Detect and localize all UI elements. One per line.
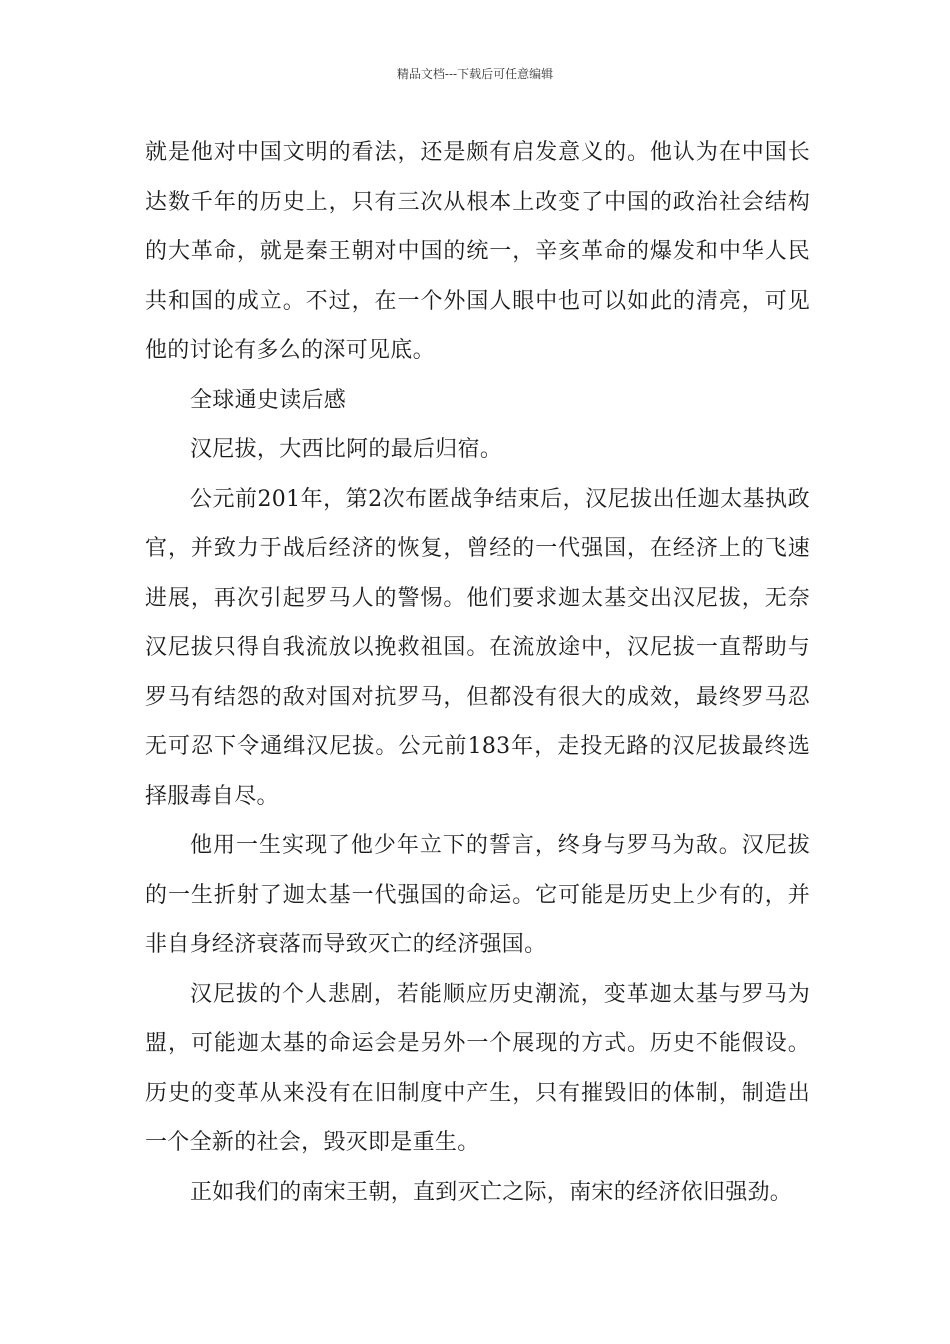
paragraph-hannibal-exile: 公元前201年，第2次布匿战争结束后，汉尼拔出任迦太基执政官，并致力于战后经济的恢复，曾经的一代强国，在经济上的飞速进展，再次引起罗马人的警惕。他们要求迦太基交出汉尼拔，无奈汉尼拔只得自我流放以挽救祖国。在流放途中，汉尼拔一直帮助与罗马有结怨的敌对国对抗罗马，但都没有很大的成效，最终罗马忍无可忍下令通缉汉尼拔。公元前183年，走投无路的汉尼拔最终选择服毒自尽。 xyxy=(145,486,810,809)
paragraph-hannibal-tragedy: 汉尼拔的个人悲剧，若能顺应历史潮流，变革迦太基与罗马为盟，可能迦太基的命运会是另外一个展现的方式。历史不能假设。历史的变革从来没有在旧制度中产生，只有摧毁旧的体制，制造出一个全新的社会，毁灭即是重生。 xyxy=(145,981,810,1155)
paragraph-hannibal-oath: 他用一生实现了他少年立下的誓言，终身与罗马为敌。汉尼拔的一生折射了迦太基一代强国的命运。它可能是历史上少有的，并非自身经济衰落而导致灭亡的经济强国。 xyxy=(145,833,810,957)
paragraph-southern-song: 正如我们的南宋王朝，直到灭亡之际，南宋的经济依旧强劲。 xyxy=(190,1179,793,1205)
section-title: 全球通史读后感 xyxy=(190,387,347,413)
document-body xyxy=(145,128,810,1217)
paragraph-continuation: 就是他对中国文明的看法，还是颇有启发意义的。他认为在中国长达数千年的历史上，只有三次从根本上改变了中国的政治社会结构的大革命，就是秦王朝对中国的统一，辛亥革命的爆发和中华人民共和国的成立。不过，在一个外国人眼中也可以如此的清亮，可见他的讨论有多么的深可见底。 xyxy=(145,140,810,363)
page-header: 精品文档---下载后可任意编辑 xyxy=(396,67,554,81)
subtitle-paragraph: 汉尼拔，大西比阿的最后归宿。 xyxy=(190,437,503,462)
